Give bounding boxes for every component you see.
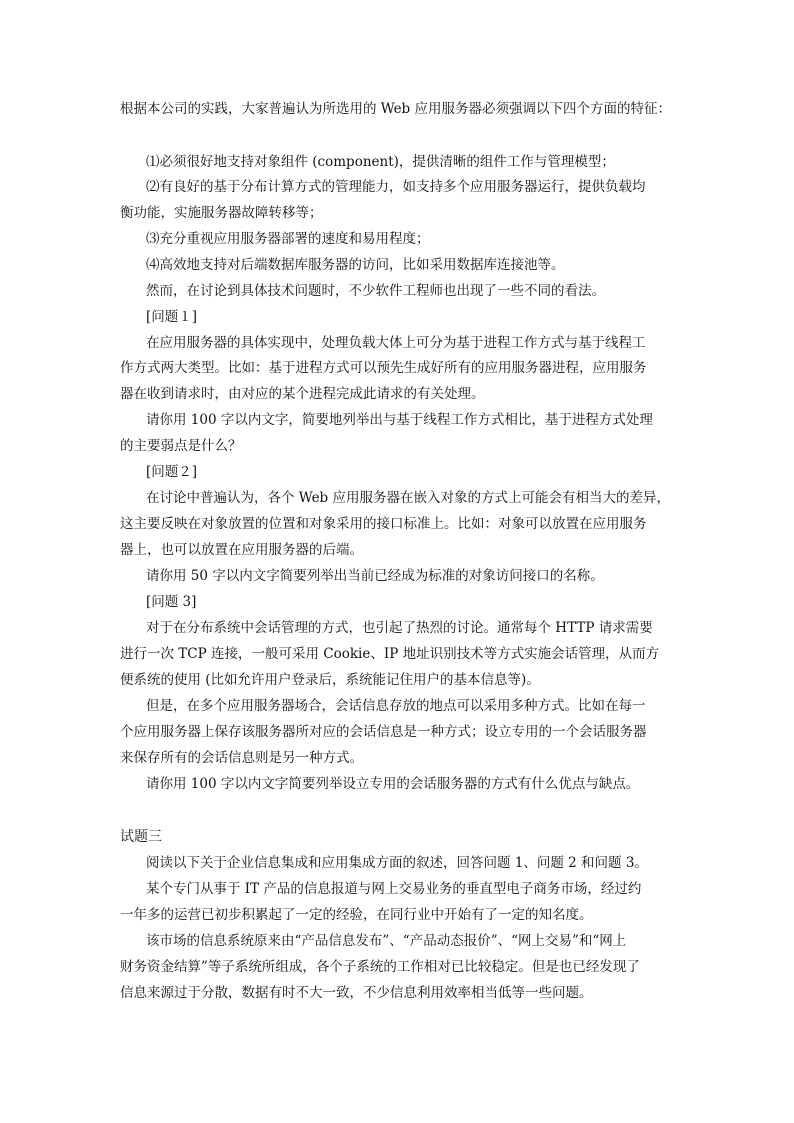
- transition-text: 然而，在讨论到具体技术问题时，不少软件工程师也出现了一些不同的看法。: [146, 283, 605, 299]
- section-line: 阅读以下关于企业信息集成和应用集成方面的叙述，回答问题 1、问题 2 和问题 3。: [146, 855, 648, 871]
- section-line: 一年多的运营已初步积累起了一定的经验，在同行业中开始有了一定的知名度。: [120, 907, 593, 923]
- q1-line: 在应用服务器的具体实现中，处理负载大体上可分为基于进程工作方式与基于线程工: [146, 335, 646, 351]
- q1-line: 器在收到请求时，由对应的某个进程完成此请求的有关处理。: [120, 386, 485, 402]
- q3-line: 便系统的使用 (比如允许用户登录后，系统能记住用户的基本信息等)。: [120, 672, 540, 688]
- q2-line: 这主要反映在对象放置的位置和对象采用的接口标准上。比如：对象可以放置在应用服务: [120, 516, 647, 532]
- q3-label: [问题 3]: [146, 594, 197, 610]
- q3-line: 对于在分布系统中会话管理的方式，也引起了热烈的讨论。通常每个 HTTP 请求需要: [146, 620, 653, 636]
- section-line: 该市场的信息系统原来由“产品信息发布”、“产品动态报价”、“网上交易”和“网上: [146, 933, 627, 949]
- q1-line: 作方式两大类型。比如：基于进程方式可以预先生成好所有的应用服务器进程，应用服务: [120, 360, 647, 376]
- feature-item-2: ⑵有良好的基于分布计算方式的管理能力，如支持多个应用服务器运行，提供负载均: [146, 179, 646, 195]
- section-line: 信息来源过于分散，数据有时不大一致，不少信息利用效率相当低等一些问题。: [120, 985, 593, 1001]
- feature-item-2-cont: 衡功能，实施服务器故障转移等；: [120, 205, 323, 221]
- q2-line: 器上，也可以放置在应用服务器的后端。: [120, 542, 363, 558]
- q3-line: 进行一次 TCP 连接，一般可采用 Cookie、IP 地址识别技术等方式实施会话管理，从而方: [120, 646, 660, 662]
- feature-item-3: ⑶充分重视应用服务器部署的速度和易用程度；: [146, 231, 430, 247]
- section-line: 某个专门从事于 IT 产品的信息报道与网上交易业务的垂直型电子商务市场，经过约: [146, 881, 642, 897]
- feature-item-1: ⑴必须很好地支持对象组件 (component)，提供清晰的组件工作与管理模型；: [146, 154, 615, 170]
- q2-label: [问题２]: [146, 464, 198, 480]
- q3-line: 但是，在多个应用服务器场合，会话信息存放的地点可以采用多种方式。比如在每一: [146, 698, 646, 714]
- section-line: 财务资金结算”等子系统所组成，各个子系统的工作相对已比较稳定。但是也已经发现了: [120, 959, 640, 975]
- q3-line: 来保存所有的会话信息则是另一种方式。: [120, 750, 363, 766]
- intro-text: 根据本公司的实践，大家普遍认为所选用的 Web 应用服务器必须强调以下四个方面的特征：: [120, 101, 671, 117]
- section-title: 试题三: [120, 829, 162, 845]
- q1-label: [问题１]: [146, 309, 198, 325]
- q3-ask: 请你用 100 字以内文字简要列举设立专用的会话服务器的方式有什么优点与缺点。: [146, 776, 640, 792]
- feature-item-4: ⑷高效地支持对后端数据库服务器的访问，比如采用数据库连接池等。: [146, 257, 565, 273]
- q1-ask: 请你用 100 字以内文字，简要地列举出与基于线程工作方式相比，基于进程方式处理: [146, 412, 653, 428]
- q3-line: 个应用服务器上保存该服务器所对应的会话信息是一种方式；设立专用的一个会话服务器: [120, 724, 647, 740]
- q2-ask: 请你用 50 字以内文字简要列举出当前已经成为标准的对象访问接口的名称。: [146, 568, 604, 584]
- q1-ask-cont: 的主要弱点是什么？: [120, 438, 242, 454]
- q2-line: 在讨论中普遍认为，各个 Web 应用服务器在嵌入对象的方式上可能会有相当大的差异，: [146, 490, 670, 506]
